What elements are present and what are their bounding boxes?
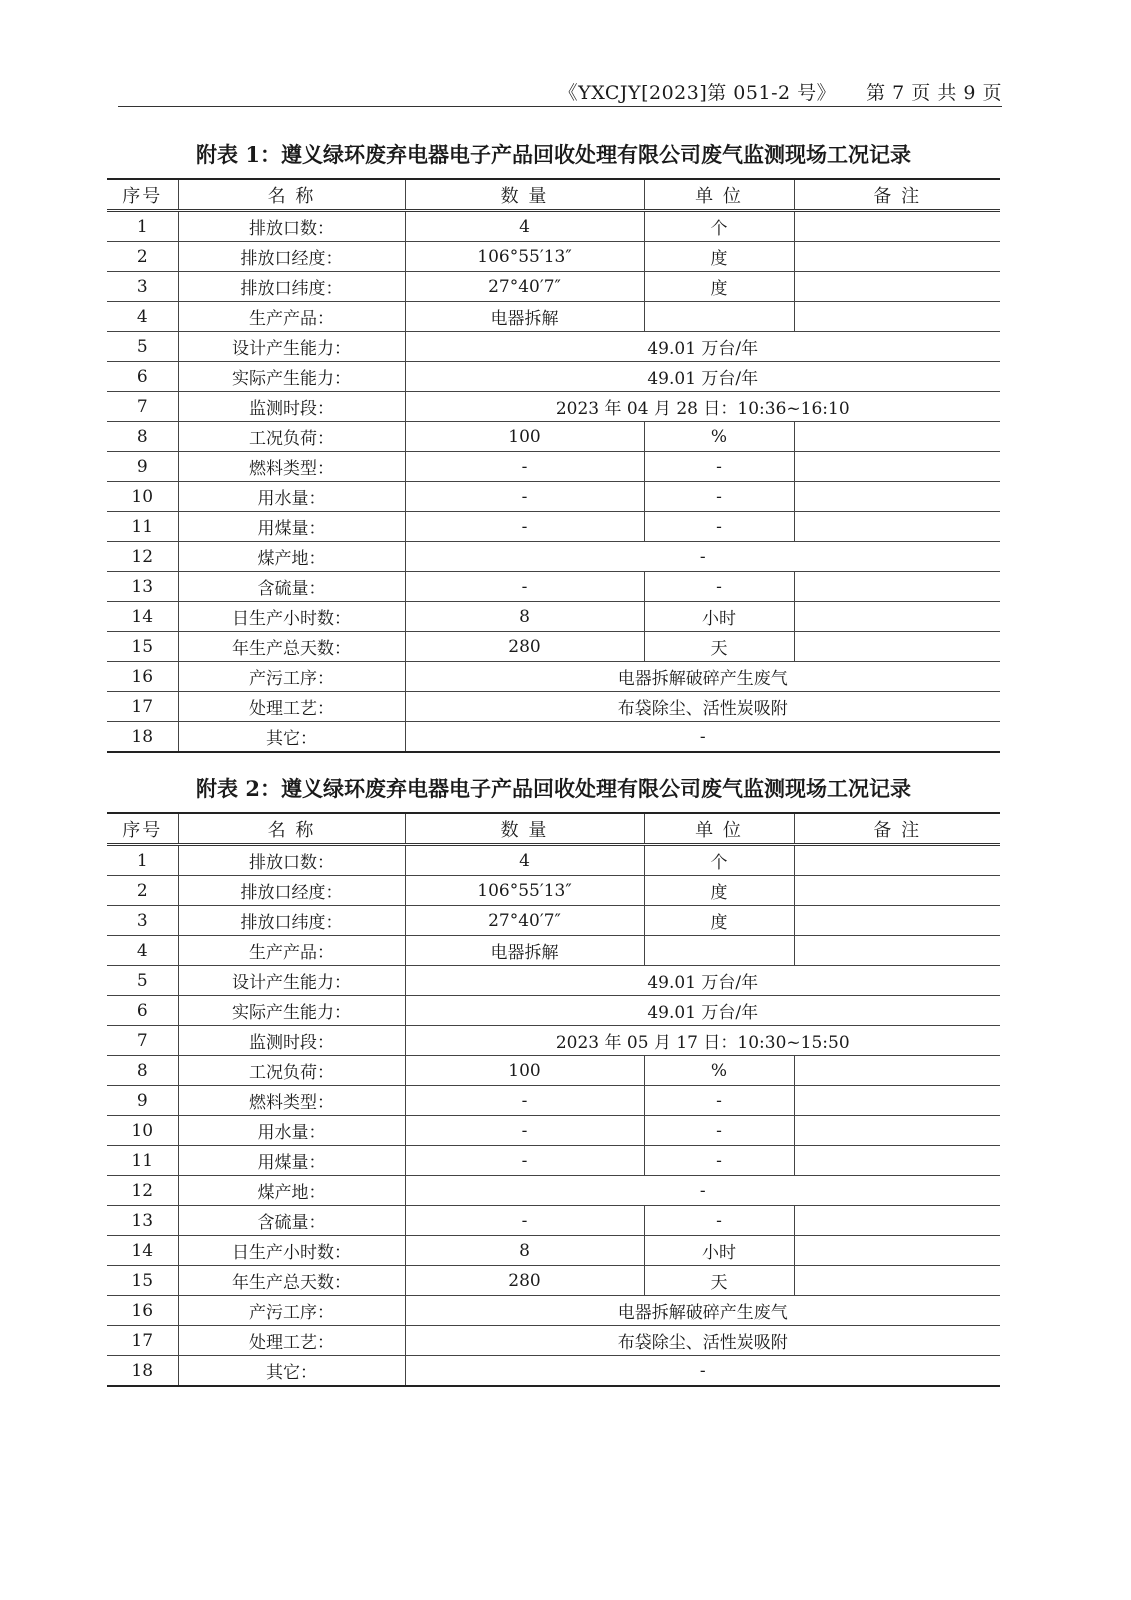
row-number-cell: 12 — [107, 542, 178, 572]
unit-cell — [644, 936, 794, 966]
row-number-cell: 7 — [107, 1026, 178, 1056]
merged-value-cell: 布袋除尘、活性炭吸附 — [405, 692, 1000, 722]
merged-value-cell: - — [405, 722, 1000, 753]
table-row — [107, 1356, 1000, 1387]
quantity-cell: 27°40′7″ — [405, 906, 644, 936]
merged-value-cell: - — [405, 1176, 1000, 1206]
record-section-2 — [107, 774, 1000, 1387]
item-name-cell: 排放口经度： — [178, 242, 405, 272]
note-cell — [794, 1206, 1000, 1236]
unit-cell: % — [644, 422, 794, 452]
note-cell — [794, 845, 1000, 876]
item-name-cell: 排放口纬度： — [178, 272, 405, 302]
quantity-cell: - — [405, 572, 644, 602]
table-row — [107, 996, 1000, 1026]
quantity-cell: - — [405, 482, 644, 512]
note-cell — [794, 906, 1000, 936]
row-number-cell: 8 — [107, 1056, 178, 1086]
note-cell — [794, 211, 1000, 242]
condition-record-table — [107, 812, 1000, 1387]
row-number-cell: 12 — [107, 1176, 178, 1206]
table-row — [107, 332, 1000, 362]
item-name-cell: 实际产生能力： — [178, 362, 405, 392]
item-name-cell: 用水量： — [178, 1116, 405, 1146]
merged-value-cell: - — [405, 1356, 1000, 1387]
document-reference: 《YXCJY[2023]第 051-2 号》 — [558, 82, 837, 104]
unit-cell: - — [644, 452, 794, 482]
unit-cell: % — [644, 1056, 794, 1086]
table-row — [107, 211, 1000, 242]
row-number-cell: 11 — [107, 512, 178, 542]
column-header-no: 序号 — [107, 813, 178, 845]
unit-cell: 度 — [644, 906, 794, 936]
note-cell — [794, 936, 1000, 966]
table-row — [107, 632, 1000, 662]
table-row — [107, 422, 1000, 452]
unit-cell: - — [644, 482, 794, 512]
column-header-unit: 单 位 — [644, 813, 794, 845]
unit-cell: - — [644, 572, 794, 602]
item-name-cell: 工况负荷： — [178, 1056, 405, 1086]
table-row — [107, 662, 1000, 692]
item-name-cell: 燃料类型： — [178, 452, 405, 482]
unit-cell — [644, 302, 794, 332]
item-name-cell: 煤产地： — [178, 1176, 405, 1206]
table-row — [107, 966, 1000, 996]
table-row — [107, 542, 1000, 572]
unit-cell: - — [644, 1146, 794, 1176]
row-number-cell: 17 — [107, 692, 178, 722]
table-row — [107, 452, 1000, 482]
item-name-cell: 生产产品： — [178, 302, 405, 332]
note-cell — [794, 572, 1000, 602]
quantity-cell: - — [405, 512, 644, 542]
item-name-cell: 其它： — [178, 1356, 405, 1387]
row-number-cell: 6 — [107, 996, 178, 1026]
table-row — [107, 602, 1000, 632]
note-cell — [794, 452, 1000, 482]
table-caption: 附表 1：遵义绿环废弃电器电子产品回收处理有限公司废气监测现场工况记录 — [196, 142, 911, 167]
note-cell — [794, 602, 1000, 632]
table-row — [107, 692, 1000, 722]
header-divider — [118, 106, 1002, 107]
table-row — [107, 302, 1000, 332]
column-header-quantity: 数 量 — [405, 179, 644, 211]
merged-value-cell: - — [405, 542, 1000, 572]
item-name-cell: 含硫量： — [178, 572, 405, 602]
item-name-cell: 工况负荷： — [178, 422, 405, 452]
row-number-cell: 15 — [107, 632, 178, 662]
row-number-cell: 1 — [107, 211, 178, 242]
row-number-cell: 10 — [107, 1116, 178, 1146]
unit-cell: 个 — [644, 211, 794, 242]
table-row — [107, 1116, 1000, 1146]
table-row — [107, 1176, 1000, 1206]
quantity-cell: 100 — [405, 422, 644, 452]
table-row — [107, 1056, 1000, 1086]
merged-value-cell: 49.01 万台/年 — [405, 996, 1000, 1026]
quantity-cell: - — [405, 1116, 644, 1146]
row-number-cell: 18 — [107, 1356, 178, 1387]
table-caption: 附表 2：遵义绿环废弃电器电子产品回收处理有限公司废气监测现场工况记录 — [196, 776, 911, 801]
item-name-cell: 排放口经度： — [178, 876, 405, 906]
row-number-cell: 16 — [107, 662, 178, 692]
table-row — [107, 392, 1000, 422]
row-number-cell: 6 — [107, 362, 178, 392]
row-number-cell: 18 — [107, 722, 178, 753]
unit-cell: 度 — [644, 272, 794, 302]
row-number-cell: 4 — [107, 936, 178, 966]
row-number-cell: 7 — [107, 392, 178, 422]
item-name-cell: 实际产生能力： — [178, 996, 405, 1026]
page-header — [118, 78, 1002, 105]
item-name-cell: 排放口数： — [178, 211, 405, 242]
item-name-cell: 含硫量： — [178, 1206, 405, 1236]
row-number-cell: 5 — [107, 966, 178, 996]
merged-value-cell: 电器拆解破碎产生废气 — [405, 1296, 1000, 1326]
table-row — [107, 1206, 1000, 1236]
row-number-cell: 17 — [107, 1326, 178, 1356]
merged-value-cell: 2023 年 05 月 17 日：10:30~15:50 — [405, 1026, 1000, 1056]
item-name-cell: 监测时段： — [178, 1026, 405, 1056]
note-cell — [794, 876, 1000, 906]
note-cell — [794, 1056, 1000, 1086]
unit-cell: 天 — [644, 632, 794, 662]
column-header-note: 备 注 — [794, 179, 1000, 211]
row-number-cell: 9 — [107, 1086, 178, 1116]
note-cell — [794, 512, 1000, 542]
unit-cell: - — [644, 1206, 794, 1236]
quantity-cell: 280 — [405, 1266, 644, 1296]
quantity-cell: 电器拆解 — [405, 936, 644, 966]
table-row — [107, 272, 1000, 302]
merged-value-cell: 49.01 万台/年 — [405, 362, 1000, 392]
note-cell — [794, 302, 1000, 332]
unit-cell: - — [644, 1116, 794, 1146]
column-header-name: 名 称 — [178, 179, 405, 211]
table-row — [107, 1296, 1000, 1326]
row-number-cell: 3 — [107, 272, 178, 302]
unit-cell: 度 — [644, 876, 794, 906]
item-name-cell: 设计产生能力： — [178, 332, 405, 362]
quantity-cell: 100 — [405, 1056, 644, 1086]
row-number-cell: 15 — [107, 1266, 178, 1296]
row-number-cell: 1 — [107, 845, 178, 876]
item-name-cell: 其它： — [178, 722, 405, 753]
table-row — [107, 1146, 1000, 1176]
unit-cell: 个 — [644, 845, 794, 876]
quantity-cell: 4 — [405, 211, 644, 242]
table-header-row — [107, 179, 1000, 211]
table-row — [107, 482, 1000, 512]
quantity-cell: 8 — [405, 602, 644, 632]
column-header-note: 备 注 — [794, 813, 1000, 845]
unit-cell: 小时 — [644, 602, 794, 632]
row-number-cell: 9 — [107, 452, 178, 482]
page-number: 第 7 页 共 9 页 — [866, 82, 1002, 104]
note-cell — [794, 1086, 1000, 1116]
merged-value-cell: 49.01 万台/年 — [405, 966, 1000, 996]
note-cell — [794, 1266, 1000, 1296]
table-header-row — [107, 813, 1000, 845]
item-name-cell: 用煤量： — [178, 512, 405, 542]
note-cell — [794, 272, 1000, 302]
item-name-cell: 用水量： — [178, 482, 405, 512]
record-section-1 — [107, 140, 1000, 753]
quantity-cell: 电器拆解 — [405, 302, 644, 332]
item-name-cell: 日生产小时数： — [178, 1236, 405, 1266]
column-header-name: 名 称 — [178, 813, 405, 845]
table-row — [107, 876, 1000, 906]
item-name-cell: 用煤量： — [178, 1146, 405, 1176]
quantity-cell: 8 — [405, 1236, 644, 1266]
column-header-unit: 单 位 — [644, 179, 794, 211]
quantity-cell: - — [405, 1146, 644, 1176]
table-row — [107, 1086, 1000, 1116]
note-cell — [794, 1116, 1000, 1146]
merged-value-cell: 电器拆解破碎产生废气 — [405, 662, 1000, 692]
row-number-cell: 2 — [107, 242, 178, 272]
table-row — [107, 572, 1000, 602]
note-cell — [794, 422, 1000, 452]
item-name-cell: 处理工艺： — [178, 692, 405, 722]
column-header-quantity: 数 量 — [405, 813, 644, 845]
table-row — [107, 1326, 1000, 1356]
row-number-cell: 5 — [107, 332, 178, 362]
row-number-cell: 14 — [107, 1236, 178, 1266]
quantity-cell: - — [405, 1206, 644, 1236]
note-cell — [794, 1146, 1000, 1176]
item-name-cell: 年生产总天数： — [178, 632, 405, 662]
item-name-cell: 煤产地： — [178, 542, 405, 572]
condition-record-table — [107, 178, 1000, 753]
table-row — [107, 906, 1000, 936]
table-row — [107, 242, 1000, 272]
unit-cell: - — [644, 512, 794, 542]
row-number-cell: 13 — [107, 1206, 178, 1236]
note-cell — [794, 482, 1000, 512]
item-name-cell: 监测时段： — [178, 392, 405, 422]
item-name-cell: 排放口数： — [178, 845, 405, 876]
table-row — [107, 845, 1000, 876]
row-number-cell: 8 — [107, 422, 178, 452]
note-cell — [794, 242, 1000, 272]
quantity-cell: 106°55′13″ — [405, 876, 644, 906]
row-number-cell: 4 — [107, 302, 178, 332]
unit-cell: 小时 — [644, 1236, 794, 1266]
table-row — [107, 1236, 1000, 1266]
row-number-cell: 14 — [107, 602, 178, 632]
unit-cell: - — [644, 1086, 794, 1116]
quantity-cell: 27°40′7″ — [405, 272, 644, 302]
table-row — [107, 362, 1000, 392]
item-name-cell: 处理工艺： — [178, 1326, 405, 1356]
row-number-cell: 16 — [107, 1296, 178, 1326]
row-number-cell: 2 — [107, 876, 178, 906]
quantity-cell: 106°55′13″ — [405, 242, 644, 272]
item-name-cell: 生产产品： — [178, 936, 405, 966]
item-name-cell: 燃料类型： — [178, 1086, 405, 1116]
row-number-cell: 13 — [107, 572, 178, 602]
unit-cell: 天 — [644, 1266, 794, 1296]
note-cell — [794, 1236, 1000, 1266]
item-name-cell: 产污工序： — [178, 662, 405, 692]
row-number-cell: 10 — [107, 482, 178, 512]
item-name-cell: 年生产总天数： — [178, 1266, 405, 1296]
table-row — [107, 936, 1000, 966]
item-name-cell: 产污工序： — [178, 1296, 405, 1326]
column-header-no: 序号 — [107, 179, 178, 211]
quantity-cell: 280 — [405, 632, 644, 662]
table-row — [107, 1026, 1000, 1056]
merged-value-cell: 布袋除尘、活性炭吸附 — [405, 1326, 1000, 1356]
row-number-cell: 11 — [107, 1146, 178, 1176]
item-name-cell: 日生产小时数： — [178, 602, 405, 632]
merged-value-cell: 2023 年 04 月 28 日：10:36~16:10 — [405, 392, 1000, 422]
table-row — [107, 512, 1000, 542]
note-cell — [794, 632, 1000, 662]
quantity-cell: - — [405, 452, 644, 482]
row-number-cell: 3 — [107, 906, 178, 936]
item-name-cell: 排放口纬度： — [178, 906, 405, 936]
merged-value-cell: 49.01 万台/年 — [405, 332, 1000, 362]
unit-cell: 度 — [644, 242, 794, 272]
item-name-cell: 设计产生能力： — [178, 966, 405, 996]
quantity-cell: 4 — [405, 845, 644, 876]
quantity-cell: - — [405, 1086, 644, 1116]
table-row — [107, 722, 1000, 753]
table-row — [107, 1266, 1000, 1296]
